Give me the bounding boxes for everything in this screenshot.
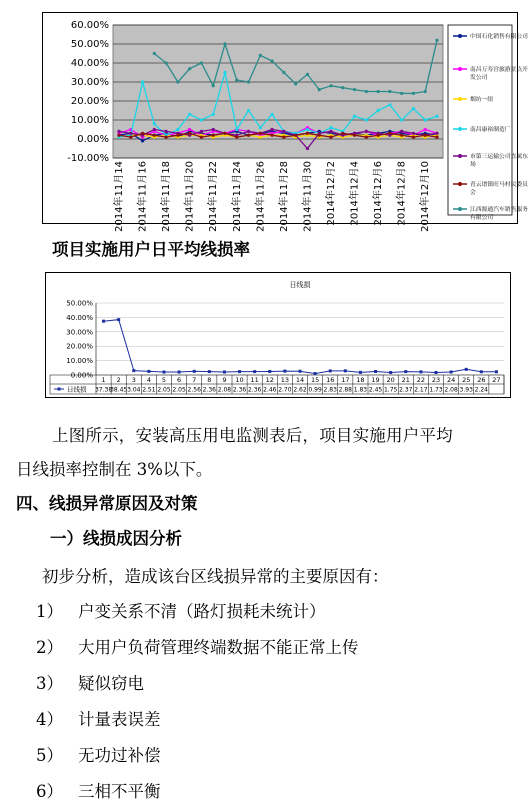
daily-line-loss-chart — [45, 272, 511, 398]
data-point — [412, 136, 415, 139]
x-category-label: 22 — [416, 376, 426, 384]
table-value: 2.24 — [474, 386, 489, 394]
data-point — [412, 107, 415, 110]
data-point — [306, 132, 309, 135]
y-tick-label: 40.00% — [70, 58, 109, 69]
table-value: 2.17 — [414, 386, 428, 394]
table-value: 2.05 — [157, 386, 171, 394]
reason-text: 大用户负荷管理终端数据不能正常上传 — [78, 638, 359, 657]
x-category-label: 7 — [192, 376, 197, 384]
data-point — [271, 134, 274, 137]
x-category-label: 6 — [177, 376, 182, 384]
result-paragraph-line1: 上图所示，安装高压用电监测表后，项目实施用户平均 — [52, 426, 453, 445]
x-category-label: 4 — [146, 376, 151, 384]
data-point — [329, 130, 332, 133]
data-point — [400, 92, 403, 95]
x-category-label: 1 — [101, 376, 106, 384]
data-point — [359, 371, 362, 374]
data-point — [253, 370, 256, 373]
x-tick-label: 2014年11月26 — [255, 161, 267, 232]
table-value: 2.08 — [444, 386, 458, 394]
data-point — [353, 115, 356, 118]
x-category-label: 8 — [207, 376, 212, 384]
table-value: 2.70 — [278, 386, 292, 394]
reason-number: 6） — [36, 782, 63, 801]
table-value: 2.05 — [172, 386, 186, 394]
table-value: 2.37 — [399, 386, 413, 394]
data-point — [141, 139, 144, 142]
data-point — [153, 128, 156, 131]
y-tick-label: 30.00% — [66, 328, 93, 337]
table-value: 2.51 — [142, 386, 156, 394]
legend-label: 烟坊一组 — [470, 97, 494, 103]
x-tick-label: 2014年11月16 — [137, 161, 149, 232]
data-point — [223, 371, 226, 374]
data-point — [235, 79, 238, 82]
data-point — [314, 372, 317, 375]
data-point — [400, 118, 403, 121]
data-point — [188, 67, 191, 70]
data-point — [163, 371, 166, 374]
data-point — [193, 370, 196, 373]
table-value: 2.36 — [247, 386, 262, 394]
x-tick-label: 2014年12月4 — [349, 161, 361, 226]
data-point — [344, 369, 347, 372]
table-value: 1.83 — [353, 386, 368, 394]
legend-swatch-marker — [458, 67, 462, 71]
data-point — [271, 60, 274, 63]
data-point — [294, 134, 297, 137]
data-point — [318, 134, 321, 137]
table-value: 1.75 — [383, 386, 398, 394]
data-point — [353, 134, 356, 137]
x-tick-label: 2014年11月18 — [161, 161, 173, 232]
x-category-label: 23 — [431, 376, 441, 384]
x-category-label: 26 — [477, 376, 486, 384]
x-category-label: 24 — [446, 376, 456, 384]
data-point — [212, 113, 215, 116]
data-point — [223, 71, 226, 74]
x-tick-label: 2014年11月28 — [278, 161, 290, 232]
data-point — [165, 136, 168, 139]
x-tick-label: 2014年12月2 — [326, 161, 337, 226]
data-point — [165, 130, 168, 133]
data-point — [141, 132, 144, 135]
table-legend-marker — [58, 388, 61, 391]
data-point — [238, 370, 241, 373]
x-tick-label: 2014年12月6 — [373, 161, 385, 226]
data-point — [141, 80, 144, 83]
x-category-label: 25 — [462, 376, 471, 384]
x-category-label: 21 — [401, 376, 410, 384]
data-point — [365, 136, 368, 139]
reason-number: 5） — [36, 746, 63, 765]
data-point — [282, 71, 285, 74]
series-line — [104, 320, 497, 374]
data-point — [412, 92, 415, 95]
data-point — [374, 370, 377, 373]
x-category-label: 20 — [386, 376, 395, 384]
y-tick-label: 10.00% — [70, 115, 109, 126]
y-tick-label: 50.00% — [70, 39, 109, 50]
table-value: 3.93 — [459, 386, 473, 394]
data-point — [329, 136, 332, 139]
x-category-label: 14 — [295, 376, 305, 384]
data-point — [268, 370, 271, 373]
data-point — [353, 88, 356, 91]
x-tick-label: 2014年11月22 — [208, 161, 220, 232]
data-point — [400, 130, 403, 133]
legend-label: 南昌万寿宫旅游景点开发公司 — [470, 67, 528, 81]
y-tick-label: 50.00% — [66, 299, 93, 308]
data-point — [283, 370, 286, 373]
x-category-label: 15 — [310, 376, 320, 384]
y-tick-label: 60.00% — [70, 20, 109, 31]
data-point — [117, 134, 120, 137]
x-category-label: 27 — [492, 376, 501, 384]
data-point — [282, 130, 285, 133]
data-point — [450, 371, 453, 374]
data-point — [419, 370, 422, 373]
x-category-label: 10 — [235, 376, 244, 384]
data-point — [223, 42, 226, 45]
data-point — [102, 320, 105, 323]
data-point — [165, 61, 168, 64]
data-point — [435, 39, 438, 42]
data-point — [200, 136, 203, 139]
data-point — [341, 132, 344, 135]
table-value: 3.04 — [127, 386, 141, 394]
data-point — [365, 90, 368, 93]
y-tick-label: 0.00% — [70, 371, 93, 380]
chart-title: 日线损 — [289, 281, 311, 289]
data-point — [208, 370, 211, 373]
subheading-cause-analysis: 一）线损成因分析 — [50, 529, 182, 548]
x-tick-label: 2014年11月14 — [114, 161, 125, 232]
data-point — [188, 132, 191, 135]
data-point — [377, 90, 380, 93]
legend-label: 南昌康裕制造厂 — [470, 127, 511, 133]
data-point — [178, 371, 181, 374]
data-point — [117, 318, 120, 321]
x-tick-label: 2014年11月24 — [231, 161, 243, 232]
y-tick-label: 0.00% — [77, 134, 109, 145]
y-tick-label: 10.00% — [66, 357, 93, 366]
reason-text: 户变关系不清（路灯损耗未统计） — [78, 602, 326, 621]
data-point — [480, 370, 483, 373]
data-point — [299, 370, 302, 373]
x-category-label: 13 — [280, 376, 290, 384]
y-tick-label: 40.00% — [66, 313, 93, 322]
x-tick-label: 2014年11月30 — [302, 161, 314, 232]
data-point — [212, 134, 215, 137]
table-value: 37.38 — [94, 386, 113, 394]
chart2-canvas — [46, 273, 510, 397]
data-point — [435, 132, 438, 135]
reason-text: 疑似窃电 — [78, 674, 144, 693]
reason-number: 3） — [36, 674, 63, 693]
table-value: 2.88 — [338, 386, 353, 394]
legend-swatch-marker — [458, 97, 462, 101]
table-value: 1.73 — [429, 386, 443, 394]
x-tick-label: 2014年11月20 — [184, 161, 196, 232]
data-point — [223, 132, 226, 135]
data-point — [271, 113, 274, 116]
data-point — [435, 136, 438, 139]
data-point — [176, 80, 179, 83]
heading-causes-and-measures: 四、线损异常原因及对策 — [16, 494, 198, 513]
data-point — [200, 61, 203, 64]
legend-label: 江西源通汽车销售服务有限公司 — [470, 207, 528, 221]
data-point — [176, 134, 179, 137]
data-point — [306, 73, 309, 76]
data-point — [424, 90, 427, 93]
x-category-label: 19 — [371, 376, 380, 384]
data-point — [259, 126, 262, 129]
data-point — [247, 80, 250, 83]
data-point — [200, 118, 203, 121]
reason-number: 4） — [36, 710, 63, 729]
data-point — [435, 371, 438, 374]
reason-text: 计量表误差 — [78, 710, 161, 729]
table-value: 2.36 — [232, 386, 247, 394]
data-point — [200, 130, 203, 133]
y-tick-label: 20.00% — [70, 96, 109, 107]
data-point — [282, 136, 285, 139]
data-point — [388, 103, 391, 106]
table-value: 2.46 — [263, 386, 277, 394]
data-point — [212, 84, 215, 87]
x-category-label: 3 — [131, 376, 136, 384]
data-point — [247, 130, 250, 133]
data-point — [247, 134, 250, 137]
legend-label: 青云谱镇旺马村民委员会 — [470, 182, 528, 196]
data-point — [365, 118, 368, 121]
data-point — [153, 122, 156, 125]
data-point — [271, 128, 274, 131]
legend-swatch-marker — [458, 182, 462, 186]
x-category-label: 12 — [265, 376, 274, 384]
legend-label: 市第三运输公司直属东场 — [470, 154, 528, 168]
y-tick-label: -10.00% — [67, 153, 109, 164]
table-value: 38.45 — [110, 386, 128, 394]
y-tick-label: 20.00% — [66, 342, 93, 351]
data-point — [306, 128, 309, 131]
data-point — [188, 113, 191, 116]
data-point — [117, 130, 120, 133]
x-category-label: 17 — [341, 376, 350, 384]
data-point — [404, 370, 407, 373]
x-category-label: 11 — [250, 376, 259, 384]
x-category-label: 16 — [326, 376, 335, 384]
legend-swatch-marker — [458, 207, 462, 211]
data-point — [424, 134, 427, 137]
x-category-label: 18 — [356, 376, 365, 384]
data-point — [388, 90, 391, 93]
data-point — [318, 88, 321, 91]
data-point — [341, 86, 344, 89]
loss-rate-chart-by-customer — [42, 12, 528, 232]
data-point — [400, 134, 403, 137]
data-point — [495, 370, 498, 373]
reason-number: 1） — [36, 602, 63, 621]
data-point — [412, 132, 415, 135]
data-point — [147, 370, 150, 373]
data-point — [465, 368, 468, 371]
data-point — [188, 128, 191, 131]
data-point — [129, 132, 132, 135]
data-point — [389, 371, 392, 374]
legend-swatch-marker — [458, 34, 462, 38]
reason-text: 无功过补偿 — [78, 746, 161, 765]
data-point — [132, 369, 135, 372]
data-point — [235, 128, 238, 131]
data-point — [247, 109, 250, 112]
reason-text: 三相不平衡 — [78, 782, 161, 801]
reason-number: 2） — [36, 638, 63, 657]
x-category-label: 2 — [116, 376, 121, 384]
legend-swatch-marker — [458, 154, 462, 158]
legend-swatch-marker — [458, 127, 462, 131]
data-point — [129, 136, 132, 139]
y-tick-label: 30.00% — [70, 77, 109, 88]
data-point — [259, 54, 262, 57]
legend-label: 中国石化销售有限公司 — [470, 34, 528, 40]
section-title: 项目实施用户日平均线损率 — [52, 240, 250, 259]
data-point — [329, 84, 332, 87]
table-value: 2.08 — [217, 386, 232, 394]
data-point — [424, 128, 427, 131]
table-value: 0.99 — [308, 386, 322, 394]
chart1-canvas — [43, 13, 528, 232]
data-point — [388, 132, 391, 135]
table-series-label: 日线损 — [67, 385, 87, 394]
data-point — [259, 136, 262, 139]
data-point — [435, 115, 438, 118]
data-point — [377, 109, 380, 112]
x-tick-label: 2014年12月10 — [420, 161, 432, 232]
data-point — [235, 136, 238, 139]
data-point — [365, 130, 368, 133]
table-value: 2.45 — [368, 386, 383, 394]
data-point — [294, 82, 297, 85]
data-point — [306, 147, 309, 150]
data-point — [212, 128, 215, 131]
x-tick-label: 2014年12月8 — [396, 161, 408, 226]
table-value: 2.36 — [202, 386, 217, 394]
data-point — [424, 118, 427, 121]
x-category-label: 5 — [161, 376, 167, 384]
table-value: 2.83 — [323, 386, 337, 394]
data-point — [153, 52, 156, 55]
data-point — [329, 126, 332, 129]
data-point — [377, 134, 380, 137]
table-value: 2.62 — [293, 386, 307, 394]
result-paragraph-line2: 日线损率控制在 3%以下。 — [16, 460, 213, 479]
table-value: 2.56 — [187, 386, 201, 394]
data-point — [329, 369, 332, 372]
data-point — [176, 128, 179, 131]
data-point — [153, 134, 156, 137]
analysis-intro: 初步分析，造成该台区线损异常的主要原因有： — [42, 567, 389, 586]
data-point — [259, 132, 262, 135]
x-category-label: 9 — [222, 376, 227, 384]
